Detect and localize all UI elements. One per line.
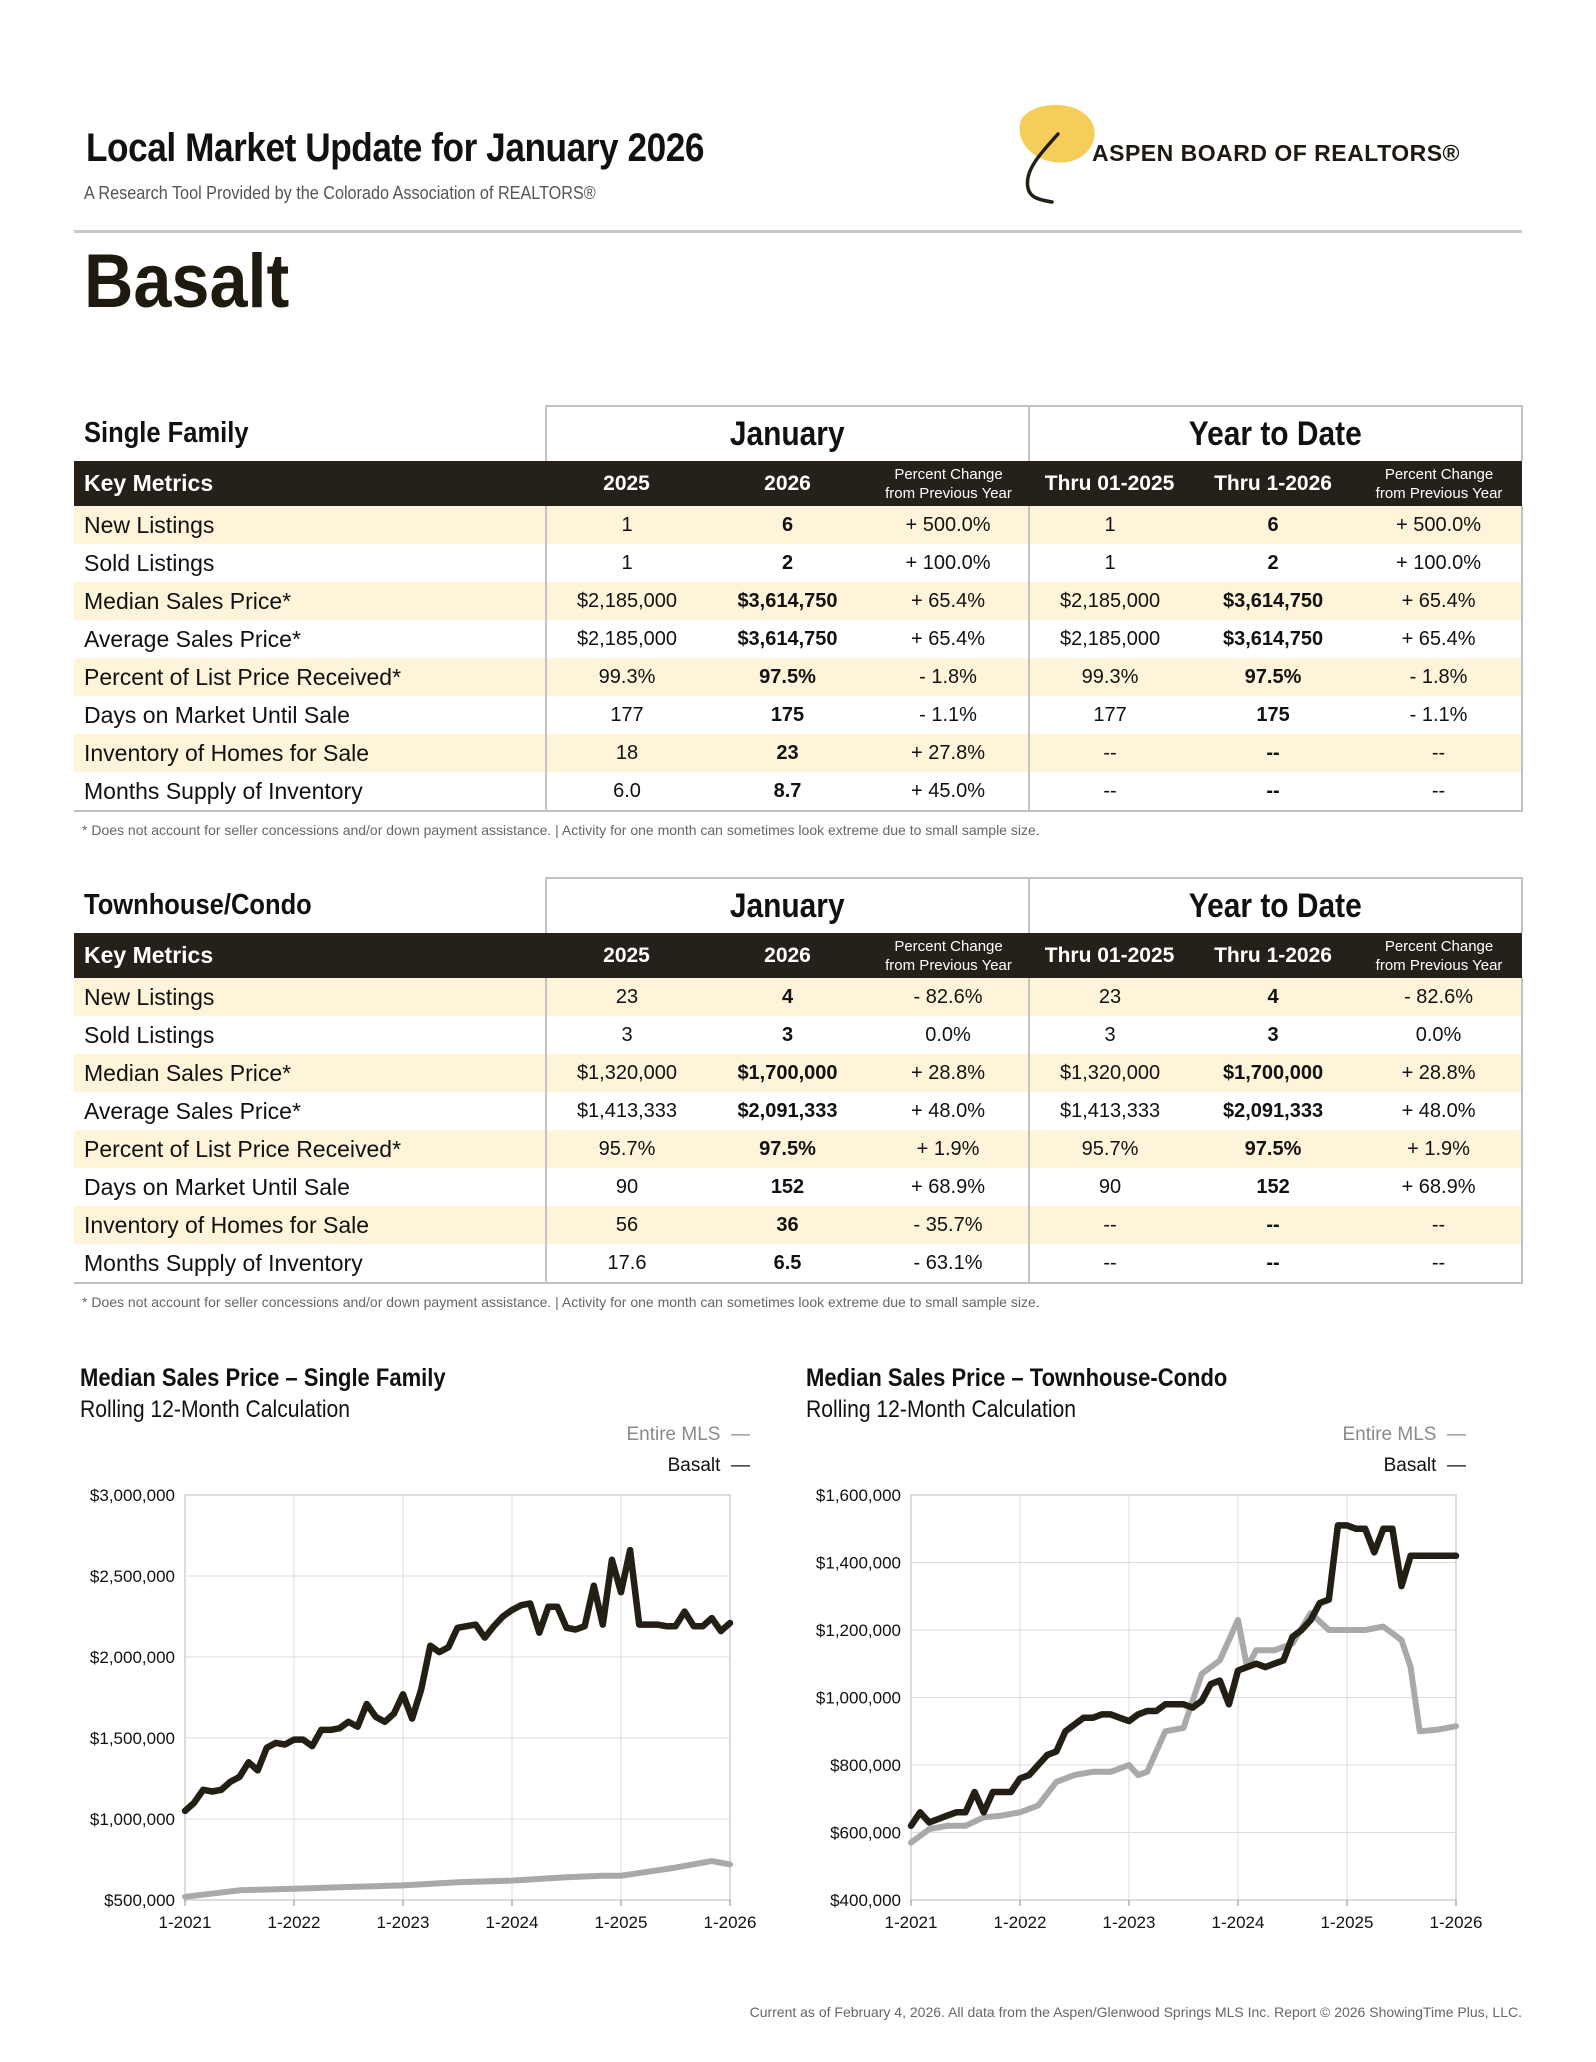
table-row: [74, 1168, 1522, 1206]
cell-month-2026: $3,614,750: [707, 582, 868, 620]
col-header-ytd-pct-change: Percent Change from Previous Year: [1356, 933, 1522, 978]
chart-subtitle-townhouse-condo: Rolling 12-Month Calculation: [806, 1396, 1077, 1423]
cell-ytd-2025: 3: [1104, 1023, 1116, 1046]
col-header-ytd-prev: Thru 01-2025: [1029, 461, 1190, 506]
y-tick-label: $1,600,000: [815, 1486, 901, 1505]
cell-month-2026: 4: [707, 978, 868, 1016]
cell-month-pct-change: + 27.8%: [868, 734, 1029, 772]
cell-ytd-2026: 97.5%: [1190, 1130, 1356, 1168]
cell-month-2026: 152: [770, 1175, 805, 1198]
cell-ytd-2025: $2,185,000: [1029, 582, 1190, 620]
table-row: [74, 620, 1522, 658]
cell-ytd-2025: --: [1029, 1244, 1190, 1283]
metric-label: New Listings: [74, 506, 546, 544]
ytd-group-header: Year to Date: [1029, 878, 1522, 933]
cell-ytd-2025: 177: [1093, 703, 1127, 726]
metric-label: Sold Listings: [84, 1021, 215, 1048]
cell-month-2025: 177: [546, 696, 707, 734]
cell-ytd-2026: --: [1190, 1244, 1356, 1283]
x-tick-label: 1-2023: [376, 1913, 430, 1932]
table-row: [74, 734, 1522, 772]
cell-month-pct-change: - 63.1%: [868, 1244, 1029, 1283]
table-row: [74, 582, 1522, 620]
metric-label: New Listings: [74, 978, 546, 1016]
x-tick-label: 1-2025: [1320, 1913, 1374, 1932]
metric-label: Days on Market Until Sale: [84, 1173, 350, 1200]
cell-ytd-2026: 3: [1267, 1023, 1279, 1046]
x-tick-label: 1-2021: [158, 1913, 212, 1932]
cell-ytd-pct-change: + 500.0%: [1356, 506, 1522, 544]
cell-ytd-2025: --: [1029, 772, 1190, 811]
metric-label: Months Supply of Inventory: [74, 1244, 546, 1283]
cell-month-pct-change: - 35.7%: [868, 1206, 1029, 1244]
cell-month-pct-change: + 65.4%: [868, 620, 1029, 658]
table-row: [74, 772, 1522, 811]
cell-ytd-2026: 97.5%: [1190, 658, 1356, 696]
cell-month-pct-change: + 500.0%: [868, 506, 1029, 544]
metric-label: Inventory of Homes for Sale: [74, 1206, 546, 1244]
cell-ytd-pct-change: - 1.8%: [1356, 658, 1522, 696]
table-row: [74, 1130, 1522, 1168]
col-header-2026: 2026: [707, 933, 868, 978]
x-tick-label: 1-2022: [267, 1913, 321, 1932]
chart-single-family: [60, 1480, 780, 1940]
cell-month-pct-change: - 1.8%: [868, 658, 1029, 696]
cell-ytd-2026: 6: [1190, 506, 1356, 544]
cell-month-2026: 2: [781, 551, 794, 574]
cell-ytd-2026: $3,614,750: [1222, 627, 1324, 650]
col-header-pct-change: Percent Change from Previous Year: [868, 933, 1029, 978]
metric-label: Months Supply of Inventory: [74, 772, 546, 811]
cell-month-2026: 6.5: [707, 1244, 868, 1283]
cell-month-2025: $2,185,000: [546, 620, 707, 658]
legend-entire-mls: Entire MLS —: [1342, 1424, 1466, 1445]
cell-ytd-pct-change: + 1.9%: [1356, 1130, 1522, 1168]
cell-ytd-pct-change: + 68.9%: [1356, 1168, 1522, 1206]
legend-entire-mls: Entire MLS —: [626, 1424, 750, 1445]
y-tick-label: $400,000: [830, 1891, 901, 1910]
metric-label: Percent of List Price Received*: [74, 658, 546, 696]
legend-basalt: Basalt —: [667, 1455, 750, 1476]
metric-label: Median Sales Price*: [74, 1054, 546, 1092]
y-tick-label: $3,000,000: [89, 1486, 175, 1505]
cell-ytd-2026: 2: [1267, 551, 1279, 574]
cell-month-2025: 95.7%: [546, 1130, 707, 1168]
x-tick-label: 1-2021: [884, 1913, 938, 1932]
cell-ytd-pct-change: --: [1356, 734, 1522, 772]
cell-month-2025: $1,320,000: [546, 1054, 707, 1092]
city-name: Basalt: [84, 239, 290, 324]
y-tick-label: $800,000: [830, 1756, 901, 1775]
header-divider: [74, 230, 1522, 233]
y-tick-label: $600,000: [830, 1823, 901, 1843]
cell-ytd-2025: 23: [1029, 978, 1190, 1016]
cell-ytd-2026: 175: [1256, 703, 1290, 726]
townhouse-condo-footnote: * Does not account for seller concessions and/or down payment assistance. | Activity for one month can sometimes look extreme due to small sample size.: [82, 1294, 1040, 1310]
metric-label: Average Sales Price*: [84, 1097, 301, 1124]
y-tick-label: $1,000,000: [89, 1810, 175, 1829]
x-tick-label: 1-2024: [485, 1913, 539, 1932]
col-header-2025: 2025: [546, 461, 707, 506]
section-label: Townhouse/Condo: [84, 889, 312, 921]
cell-month-2025: 18: [546, 734, 707, 772]
cell-month-2025: $2,185,000: [546, 582, 707, 620]
cell-month-pct-change: + 48.0%: [868, 1092, 1029, 1130]
metric-label: Inventory of Homes for Sale: [74, 734, 546, 772]
table-row: [74, 1092, 1522, 1130]
single-family-footnote: * Does not account for seller concessions and/or down payment assistance. | Activity for one month can sometimes look extreme due to small sample size.: [82, 822, 1040, 838]
col-header-pct-change: Percent Change from Previous Year: [868, 461, 1029, 506]
chart-townhouse-condo: [786, 1480, 1506, 1940]
y-tick-label: $1,400,000: [815, 1553, 901, 1573]
metric-label: Days on Market Until Sale: [84, 701, 350, 728]
cell-month-2026: 23: [707, 734, 868, 772]
key-metrics-header: Key Metrics: [74, 461, 546, 506]
cell-ytd-pct-change: --: [1356, 1244, 1522, 1283]
cell-ytd-2026: $1,700,000: [1190, 1054, 1356, 1092]
legend-basalt: Basalt —: [1383, 1455, 1466, 1476]
ytd-group-header: Year to Date: [1029, 406, 1522, 461]
cell-ytd-pct-change: + 28.8%: [1356, 1054, 1522, 1092]
x-tick-label: 1-2022: [993, 1913, 1047, 1932]
cell-month-2026: $3,614,750: [737, 627, 838, 650]
cell-month-2026: 8.7: [707, 772, 868, 811]
metric-label: Sold Listings: [84, 549, 215, 576]
cell-month-2025: 56: [546, 1206, 707, 1244]
table-row: [74, 1054, 1522, 1092]
table-row: [74, 978, 1522, 1016]
cell-month-2025: 99.3%: [546, 658, 707, 696]
col-header-ytd-curr: Thru 1-2026: [1190, 933, 1356, 978]
cell-ytd-2025: 1: [1104, 551, 1116, 574]
metric-label: Percent of List Price Received*: [74, 1130, 546, 1168]
table-row: [74, 544, 1522, 582]
cell-month-pct-change: - 1.1%: [868, 696, 1029, 734]
cell-month-pct-change: + 100.0%: [868, 544, 1029, 582]
cell-ytd-2025: --: [1029, 1206, 1190, 1244]
month-group-header: January: [546, 878, 1029, 933]
table-row: [74, 506, 1522, 544]
chart-subtitle-single-family: Rolling 12-Month Calculation: [80, 1396, 351, 1423]
cell-month-pct-change: - 82.6%: [868, 978, 1029, 1016]
cell-ytd-pct-change: + 65.4%: [1356, 620, 1522, 658]
cell-month-pct-change: + 45.0%: [868, 772, 1029, 811]
cell-ytd-pct-change: --: [1356, 772, 1522, 811]
cell-ytd-2025: --: [1029, 734, 1190, 772]
cell-month-2025: 23: [546, 978, 707, 1016]
cell-ytd-pct-change: - 1.1%: [1356, 696, 1522, 734]
plot-area: [185, 1495, 730, 1900]
report-title: Local Market Update for January 2026: [86, 126, 705, 170]
y-tick-label: $1,500,000: [89, 1729, 175, 1748]
col-header-ytd-pct-change: Percent Change from Previous Year: [1356, 461, 1522, 506]
x-tick-label: 1-2026: [703, 1913, 757, 1932]
cell-ytd-2025: $1,320,000: [1029, 1054, 1190, 1092]
cell-month-pct-change: + 28.8%: [868, 1054, 1029, 1092]
y-tick-label: $2,500,000: [89, 1567, 175, 1586]
table-row: [74, 1206, 1522, 1244]
y-tick-label: $2,000,000: [89, 1648, 175, 1667]
cell-ytd-pct-change: 0.0%: [1356, 1016, 1522, 1054]
cell-month-pct-change: + 65.4%: [868, 582, 1029, 620]
month-group-header: January: [546, 406, 1029, 461]
cell-ytd-pct-change: + 48.0%: [1356, 1092, 1522, 1130]
cell-month-pct-change: + 1.9%: [868, 1130, 1029, 1168]
section-label: Single Family: [84, 417, 249, 449]
cell-ytd-pct-change: + 100.0%: [1356, 544, 1522, 582]
cell-ytd-2026: --: [1190, 1206, 1356, 1244]
cell-month-pct-change: + 68.9%: [868, 1168, 1029, 1206]
cell-ytd-2025: 95.7%: [1029, 1130, 1190, 1168]
logo-wordmark: ASPEN BOARD OF REALTORS®: [1092, 140, 1461, 166]
cell-ytd-2026: 152: [1256, 1175, 1290, 1198]
cell-ytd-2025: 99.3%: [1029, 658, 1190, 696]
cell-ytd-2026: $3,614,750: [1190, 582, 1356, 620]
table-row: [74, 1244, 1522, 1283]
chart-title-single-family: Median Sales Price – Single Family: [80, 1364, 446, 1392]
cell-month-2026: 36: [707, 1206, 868, 1244]
cell-month-2025: 17.6: [546, 1244, 707, 1283]
y-tick-label: $1,000,000: [815, 1688, 901, 1708]
x-tick-label: 1-2024: [1211, 1913, 1265, 1932]
x-tick-label: 1-2025: [594, 1913, 648, 1932]
cell-month-2025: 1: [546, 544, 707, 582]
y-tick-label: $500,000: [104, 1891, 175, 1910]
cell-month-2025: $1,413,333: [546, 1092, 707, 1130]
townhouse-condo-table: [74, 877, 1523, 1284]
cell-ytd-2025: 90: [1098, 1175, 1122, 1198]
cell-ytd-2026: --: [1190, 772, 1356, 811]
table-row: [74, 1016, 1522, 1054]
cell-month-2026: 97.5%: [707, 658, 868, 696]
table-row: [74, 658, 1522, 696]
cell-month-2025: 90: [546, 1168, 707, 1206]
y-tick-label: $1,200,000: [815, 1621, 901, 1640]
cell-ytd-2026: --: [1190, 734, 1356, 772]
metric-label: Average Sales Price*: [84, 625, 301, 652]
report-footer: Current as of February 4, 2026. All data from the Aspen/Glenwood Springs MLS Inc. Report © 2026 ShowingTime Plus, LLC.: [749, 2004, 1522, 2020]
x-tick-label: 1-2026: [1429, 1913, 1483, 1932]
cell-month-2025: 1: [546, 506, 707, 544]
cell-ytd-2026: 4: [1190, 978, 1356, 1016]
cell-month-2025: 6.0: [546, 772, 707, 811]
cell-ytd-pct-change: + 65.4%: [1356, 582, 1522, 620]
cell-month-pct-change: 0.0%: [868, 1016, 1029, 1054]
cell-ytd-2025: $1,413,333: [1059, 1099, 1161, 1122]
cell-month-2025: 3: [546, 1016, 707, 1054]
cell-ytd-2025: 1: [1029, 506, 1190, 544]
col-header-2025: 2025: [546, 933, 707, 978]
single-family-table: [74, 405, 1523, 812]
cell-ytd-2026: $2,091,333: [1222, 1099, 1324, 1122]
cell-month-2026: 97.5%: [707, 1130, 868, 1168]
table-row: [74, 696, 1522, 734]
cell-ytd-2025: $2,185,000: [1059, 627, 1161, 650]
metric-label: Median Sales Price*: [74, 582, 546, 620]
cell-month-2026: $2,091,333: [737, 1099, 838, 1122]
chart-title-townhouse-condo: Median Sales Price – Townhouse-Condo: [806, 1364, 1228, 1392]
col-header-2026: 2026: [707, 461, 868, 506]
col-header-ytd-prev: Thru 01-2025: [1029, 933, 1190, 978]
cell-month-2026: 175: [770, 703, 805, 726]
cell-month-2026: 3: [781, 1023, 794, 1046]
report-subtitle: A Research Tool Provided by the Colorado Association of REALTORS®: [84, 183, 596, 203]
cell-month-2026: $1,700,000: [707, 1054, 868, 1092]
col-header-ytd-curr: Thru 1-2026: [1190, 461, 1356, 506]
x-tick-label: 1-2023: [1102, 1913, 1156, 1932]
cell-month-2026: 6: [707, 506, 868, 544]
cell-ytd-pct-change: - 82.6%: [1356, 978, 1522, 1016]
key-metrics-header: Key Metrics: [74, 933, 546, 978]
cell-ytd-pct-change: --: [1356, 1206, 1522, 1244]
